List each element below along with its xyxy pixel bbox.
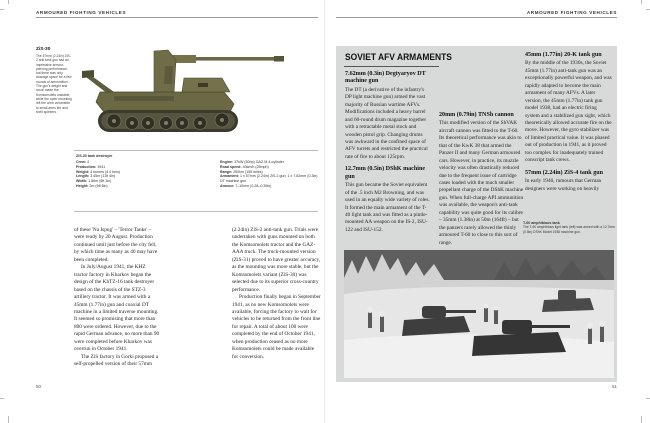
page-number: 51 bbox=[611, 384, 617, 389]
spec-row: Armament: 1 x 57mm (2.24in) ZiS-2 gun; 1 x 7.62mm (0.3in) DT machine gun bbox=[220, 174, 318, 184]
paragraph: Production finally began in September 1941, as no new Komsomolets were available, forcing the factory to wait for vehicles to be returned from the front line for repair. A total of about 100 were completed by the end of October 1941, when production ceased as no more Komsomolets could be made available for conversion. bbox=[232, 294, 321, 360]
gun-mount bbox=[164, 66, 173, 84]
panel-title: SOVIET AFV ARMAMENTS bbox=[345, 52, 452, 62]
spec-row: Height: 2m (6ft 6in) bbox=[76, 183, 108, 188]
paragraph: of these 'Na Ispug' – 'Terror Tanks' – were ready by 20 August. Production continued until just before the city fell, by which time as many as 40 may have been completed. bbox=[74, 227, 158, 263]
page-number: 50 bbox=[36, 384, 42, 389]
crop-mark bbox=[646, 9, 650, 10]
spec-row: Crew: 4 bbox=[76, 160, 89, 164]
illustration-caption-title: ZiS-30 bbox=[36, 47, 51, 52]
panel-column-1 bbox=[345, 71, 431, 234]
hull bbox=[96, 92, 234, 112]
panel-column-2 bbox=[439, 52, 525, 247]
body-column-2 bbox=[232, 227, 321, 361]
crop-mark bbox=[0, 398, 4, 399]
spec-row: Length: 3.45m (11ft 4in) bbox=[76, 174, 116, 179]
spec-table bbox=[74, 150, 318, 212]
vision-slit bbox=[198, 83, 208, 87]
section-text: This gun became the Soviet equivalent of the .5 inch M2 Browning, and was used in an equally wide variety of roles. It formed the main armament of the T-40 light tank and was fitted as a pintle-mounted AA weapon on the IS-2, ISU-122 and ISU-152. bbox=[345, 182, 430, 233]
spec-row: Width: 1.86m (6ft 1in) bbox=[76, 179, 112, 184]
section-heading: 45mm (1.77in) 20-K tank gun bbox=[525, 52, 602, 58]
spec-row: Production: 1941 bbox=[76, 164, 106, 169]
section-text: By the middle of the 1930s, the Soviet 45mm (1.77in) anti-tank gun was an exceptionally powerful weapon, and was rapidly adapted to become the main armament of many AFVs. A later version, the 45mm (1.77in) tank gun model 1938, had an electric firing system and a stabilized gun sight, which theoretically allowed accurate fire on the move. However, the gyro stabilizer was of limited practical value. It was phased out of production in 1941, as it proved too complex for inadequately trained conscript tank crews. bbox=[525, 60, 612, 164]
muzzle-brake bbox=[274, 56, 284, 62]
section-heading: 12.7mm (0.5in) DShK machine gun bbox=[345, 166, 426, 180]
head-rule bbox=[336, 17, 617, 18]
section-text: The DT (a derivative of the infantry's DP light machine gun) armed the vast majority of Russian wartime AFVs. Modifications included a heavy barrel and 60-round drum magazine together with a retractable metal stock and wooden pistol grip. Changing drums was awkward in the confined space of AFV turrets and restricted the practical rate of fire to about 125rpm. bbox=[345, 86, 428, 160]
paragraph: The ZiS factory in Gorki proposed a self-propelled version of their 57mm bbox=[74, 353, 159, 368]
spec-row: Armour: 7–10mm (0.28–0.39in) bbox=[220, 183, 272, 188]
crop-mark bbox=[641, 0, 642, 4]
spec-row: Road speed: 40km/h (25mph) bbox=[220, 164, 269, 169]
photo-caption-title: T-60 amphibious tank bbox=[523, 221, 560, 225]
crop-mark bbox=[641, 416, 642, 423]
spec-column-left bbox=[76, 160, 181, 189]
illustration-caption-text: The 57mm (2.24in) ZiS-2 anti-tank gun had an impressive armour-piercing performance, but there was only stowage space for a few rounds of ammunition. The gun's weight and recoil made the Komsomolets unstable, while the open mounting left the crew vulnerable to small-arms fire and shell splinters. bbox=[36, 54, 72, 114]
running-head: ARMOURED FIGHTING VEHICLES bbox=[36, 10, 127, 15]
crop-mark bbox=[0, 9, 4, 10]
winter-tanks-photo bbox=[344, 250, 614, 378]
paragraph: In July/August 1941, the KHZ tractor factory in Kharkov began the design of the KhTZ-16 tank destroyer based on the chassis of the STZ-3 artillery tractor. It was armed with a 45mm (1.77in) gun and coaxial DT machine in a limited traverse mounting. It seemed so promising that more than 800 were ordered. However, due to the rapid German advance, no more than 90 were completed before Kharkov was overrun in October 1941. bbox=[74, 264, 160, 353]
spec-row: Weight: 4 tonnes (4.4 tons) bbox=[76, 169, 121, 174]
section-text: In early 1940, rumours that German designers were working on heavily bbox=[525, 178, 602, 192]
crop-mark bbox=[646, 398, 650, 399]
zis-30-illustration bbox=[74, 46, 286, 140]
trail-spade bbox=[82, 70, 94, 78]
crop-mark bbox=[8, 416, 9, 423]
paragraph: (2.24in) ZiS-2 anti-tank gun. Trials were undertaken with guns mounted on both the Komsomolets tractor and the GAZ-AAA truck. The truck-mounted version (ZiS-31) proved to have greater accuracy, as the mounting was more stable, but the Komsomolets variant (ZiS-30) was selected due to its superior cross-country performance. bbox=[232, 227, 321, 293]
column-continuation-spacer bbox=[439, 52, 525, 112]
body-column-1 bbox=[74, 227, 160, 369]
head-rule bbox=[36, 17, 318, 18]
spec-row: Range: 250km (155 miles) bbox=[220, 169, 263, 174]
stowage-bin bbox=[114, 96, 174, 101]
spec-column-right bbox=[220, 160, 318, 189]
spec-title: ZiS-30 tank destroyer bbox=[76, 154, 113, 158]
section-heading: 7.62mm (0.3in) Degtyaryov DT machine gun bbox=[345, 71, 426, 85]
panel-title-rule bbox=[344, 66, 439, 67]
section-heading: 20mm (0.79in) TNSh cannon bbox=[439, 112, 514, 118]
spec-row: Engine: 37kW (50hp) GAZ-M 4-cylinder bbox=[220, 160, 284, 164]
photo-caption bbox=[523, 221, 615, 234]
armaments-sidebar bbox=[336, 46, 617, 382]
crop-mark bbox=[8, 0, 9, 4]
running-head: ARMOURED FIGHTING VEHICLES bbox=[526, 10, 617, 15]
photo-caption-text: The T-60 amphibious light tank (left) was armed with a 12.7mm (0.5in) DShK Model 1938 machine gun. bbox=[523, 225, 615, 234]
section-text: This modified version of the ShVAK aircraft cannon was fitted to the T-60. Its theoretical performance was akin to that of the KwK 38 that armed the Panzer II and many German armoured cars. However, in practice, its muzzle velocity was often drastically reduced due to the frequent issue of cartridge cases loaded with the much smaller propellant charge of the DShK machine gun. When full-charge API ammunition was available, the weapon's anti-tank capability was quite good for its calibre – 35mm (1.38in) at 50m (164ft) – but the panzers rarely allowed the thinly armoured T-60 to close to this sort of range. bbox=[439, 120, 524, 246]
panel-column-3 bbox=[525, 52, 612, 193]
section-heading: 57mm (2.24in) ZiS-4 tank gun bbox=[525, 169, 604, 176]
